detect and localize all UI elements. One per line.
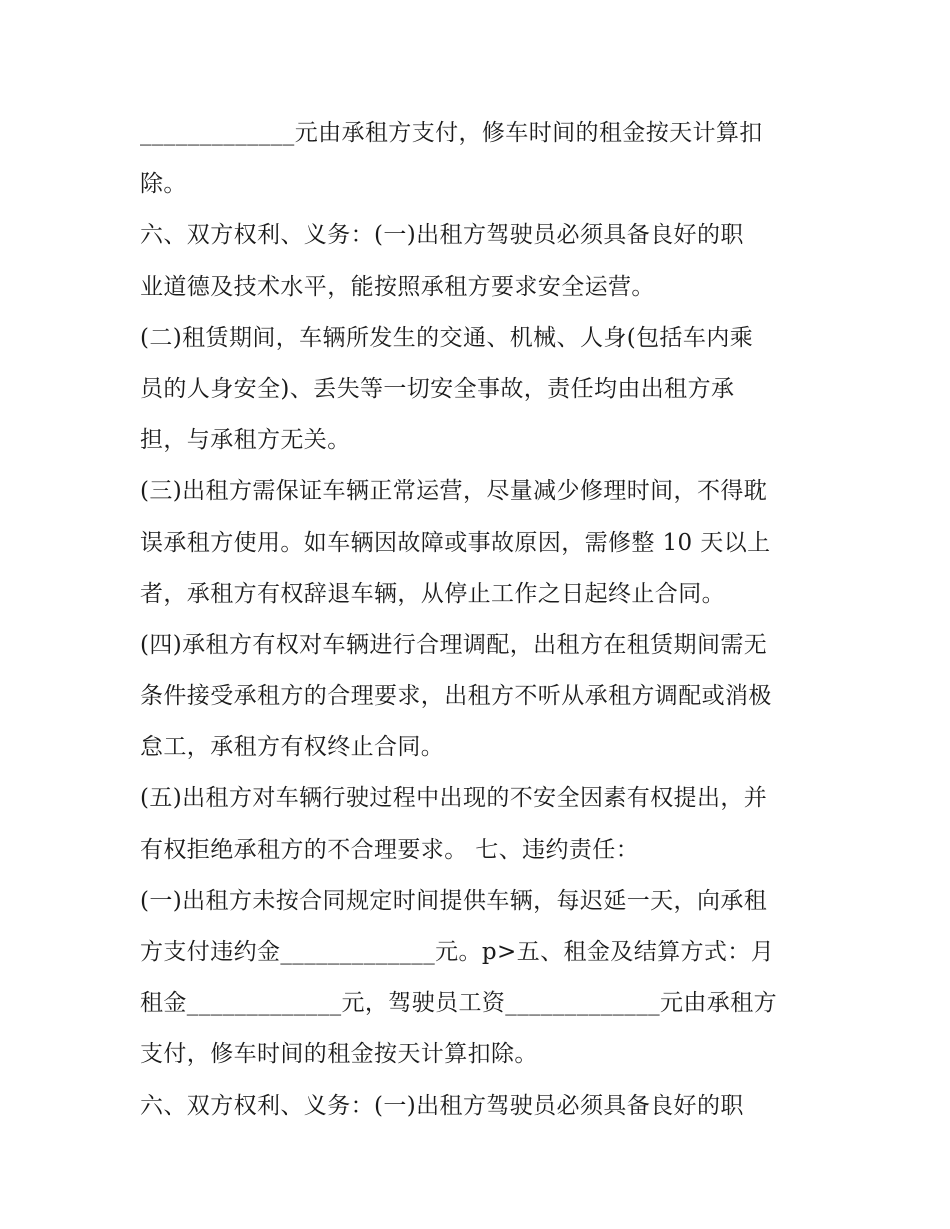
text-line: 支付，修车时间的租金按天计算扣除。 [140,1041,538,1068]
text-line: 六、双方权利、义务：(一)出租方驾驶员必须具备良好的职 [140,1092,744,1119]
text-line: 六、双方权利、义务：(一)出租方驾驶员必须具备良好的职 [140,222,744,249]
text-line: (三)出租方需保证车辆正常运营，尽量减少修理时间，不得耽 [140,478,768,505]
document-body [140,108,820,1132]
text-line: 误承租方使用。如车辆因故障或事故原因，需修整 10 天以上 [140,529,771,556]
text-line: 担，与承租方无关。 [140,427,351,454]
text-line: 条件接受承租方的合理要求，出租方不听从承租方调配或消极 [140,683,772,710]
text-line: _____________元由承租方支付，修车时间的租金按天计算扣 [140,120,763,146]
text-line: 方支付违约金_____________元。p>五、租金及结算方式：月 [140,939,775,965]
text-line: 业道德及技术水平，能按照承租方要求安全运营。 [140,273,655,300]
text-line: (五)出租方对车辆行驶过程中出现的不安全因素有权提出，并 [140,785,768,812]
text-line: 除。 [140,171,187,198]
text-line: 怠工，承租方有权终止合同。 [140,734,445,761]
text-line: (一)出租方未按合同规定时间提供车辆，每迟延一天，向承租 [140,887,768,914]
text-line: (二)租赁期间，车辆所发生的交通、机械、人身(包括车内乘 [140,324,754,351]
text-line: 者，承租方有权辞退车辆，从停止工作之日起终止合同。 [140,580,725,607]
text-line: 租金_____________元，驾驶员工资_____________元由承租方 [140,990,777,1017]
text-line: 员的人身安全)、丢失等一切安全事故，责任均由出租方承 [140,375,735,402]
text-line: 有权拒绝承租方的不合理要求。 七、违约责任： [140,836,640,863]
text-line: (四)承租方有权对车辆进行合理调配，出租方在租赁期间需无 [140,631,768,658]
